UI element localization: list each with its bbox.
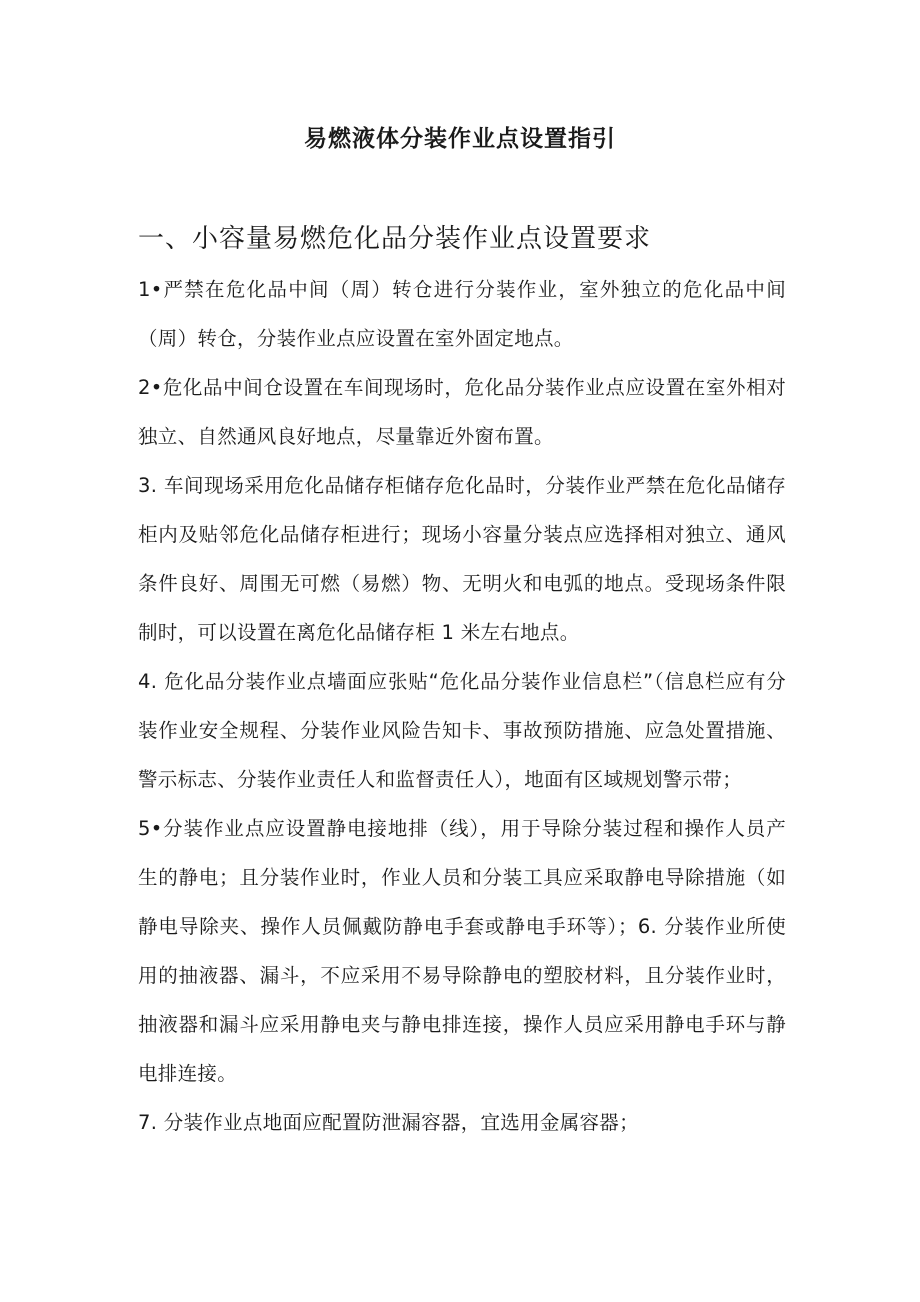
paragraph-3: 3. 车间现场采用危化品储存柜储存危化品时，分装作业严禁在危化品储存柜内及贴邻危化品储存柜进行；现场小容量分装点应选择相对独立、通风条件良好、周围无可燃（易燃）物、无明火和电弧的地点。受现场条件限制时，可以设置在离危化品储存柜 1 米左右地点。: [138, 474, 786, 644]
section-body: [138, 265, 786, 1147]
paragraph-5: 5•分装作业点应设置静电接地排（线），用于导除分装过程和操作人员产生的静电；且分装作业时，作业人员和分装工具应采取静电导除措施（如静电导除夹、操作人员佩戴防静电手套或静电手环等）；6. 分装作业所使用的抽液器、漏斗，不应采用不易导除静电的塑胶材料，且分装作业时，抽液器和漏斗应采用静电夹与静电排连接，操作人员应采用静电手环与静电排连接。: [138, 817, 786, 1085]
document-title: 易燃液体分装作业点设置指引: [304, 126, 616, 152]
paragraph-4: 4. 危化品分装作业点墙面应张贴“危化品分装作业信息栏”（信息栏应有分装作业安全规程、分装作业风险告知卡、事故预防措施、应急处置措施、警示标志、分装作业责任人和监督责任人），地面有区域规划警示带；: [138, 670, 786, 791]
paragraph-2: 2•危化品中间仓设置在车间现场时，危化品分装作业点应设置在室外相对独立、自然通风良好地点，尽量靠近外窗布置。: [138, 376, 786, 448]
paragraph-1: 1•严禁在危化品中间（周）转仓进行分装作业，室外独立的危化品中间（周）转仓，分装作业点应设置在室外固定地点。: [138, 278, 786, 350]
section-heading: 一、小容量易燃危化品分装作业点设置要求: [138, 224, 652, 254]
paragraph-7: 7. 分装作业点地面应配置防泄漏容器，宜选用金属容器；: [138, 1111, 639, 1134]
